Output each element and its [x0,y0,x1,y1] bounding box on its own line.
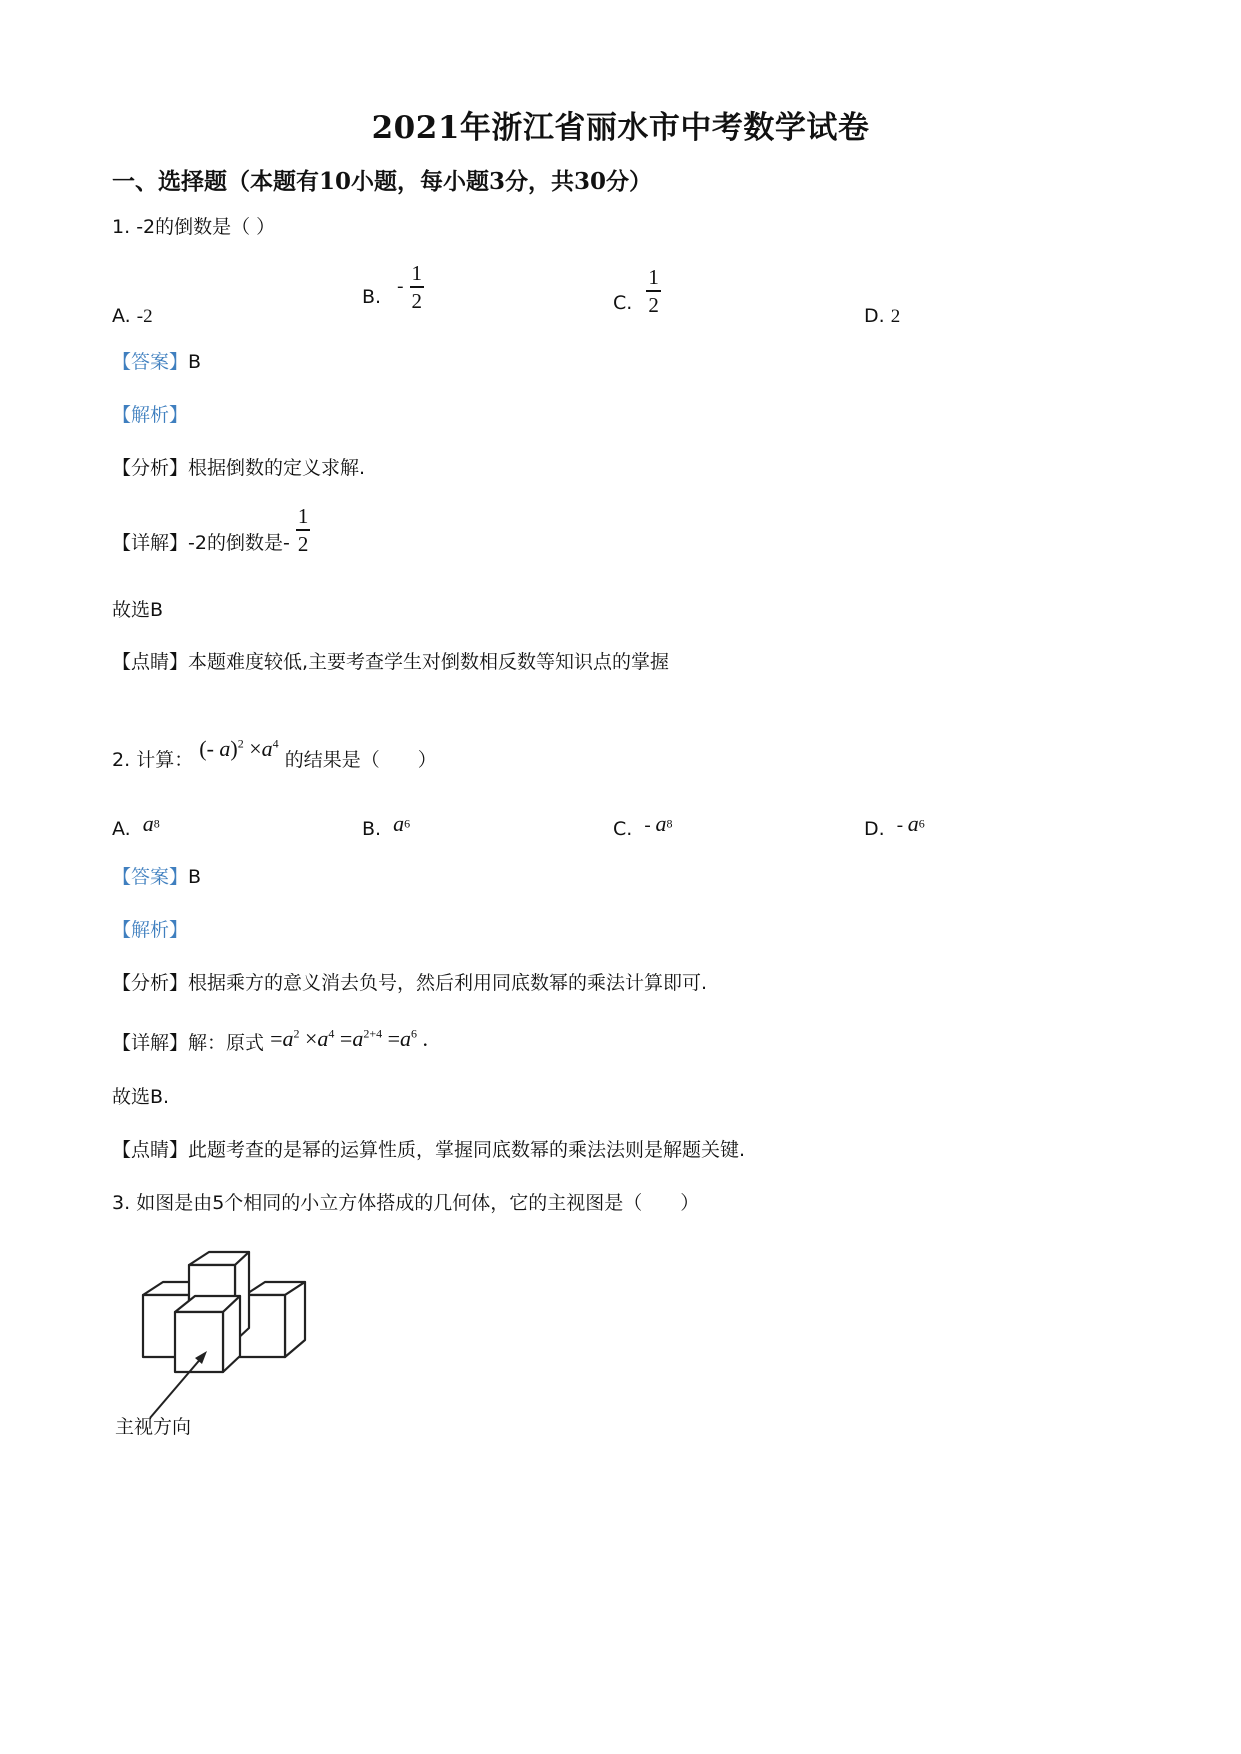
question-number: 3. [112,1192,131,1214]
answer-value: B [188,351,202,373]
answer-label: 【答案】 [112,351,189,373]
option-letter: A. [112,305,131,327]
numerator: 1 [411,261,422,285]
question-number: 2. [112,749,131,771]
option-d [864,305,900,328]
option-sign: - [896,815,908,836]
option-letter: A. [112,818,131,840]
detail-label: 【详解】 [112,532,189,555]
option-sign: - [644,815,656,836]
option-value: -2 [136,306,153,327]
comment-label: 【点睛】 [112,1139,189,1161]
fraction [646,266,661,316]
detail-text: 解：原式 [188,1032,265,1054]
math-expression: (- $a)^2 \times a^4$ [199,736,279,761]
option-base: a [907,811,919,836]
option-b [362,811,411,841]
question-text: 计算： [136,749,194,771]
question-text: -2的倒数是（ ） [136,216,276,238]
fraction-bar [646,290,661,292]
detail-label: 【详解】 [112,1032,189,1054]
question-1-stem [112,212,275,239]
option-letter: C. [613,292,633,315]
option-base: a [142,811,154,836]
fraction-bar [296,529,311,531]
denominator: 2 [297,532,309,557]
numerator: 1 [648,265,659,289]
answer-line-2 [112,862,201,889]
cube-figure [115,1250,325,1454]
option-d [864,811,925,841]
question-text: 如图是由5个相同的小立方体搭成的几何体，它的主视图是（ ） [136,1192,700,1214]
fraction [296,505,311,555]
option-letter: D. [864,305,885,327]
option-a [112,305,153,328]
detail-line-1 [112,505,310,555]
option-base: a [393,811,405,836]
comment-text: 此题考查的是幂的运算性质，掌握同底数幂的乘法法则是解题关键. [188,1139,746,1161]
fenxi-label: 【分析】 [112,457,189,479]
conclusion-2: 故选B. [112,1086,170,1108]
fenxi-line-1 [112,453,365,480]
option-base: a [655,811,667,836]
question-number: 1. [112,216,131,238]
fraction-bar [410,286,425,288]
fenxi-label: 【分析】 [112,972,189,994]
answer-label: 【答案】 [112,866,189,888]
option-exponent: 8 [153,816,160,831]
detail-text: -2的倒数是- [188,532,290,555]
figure-caption: 主视方向 [115,1416,192,1438]
option-exponent: 8 [666,816,673,831]
question-3-stem [112,1188,699,1215]
fenxi-text: 根据乘方的意义消去负号，然后利用同底数幂的乘法计算即可. [188,972,708,994]
analysis-label: 【解析】 [112,404,189,426]
option-exponent: 6 [404,816,411,831]
option-letter: C. [613,818,633,840]
denominator: 2 [648,293,659,318]
comment-line-2 [112,1135,745,1162]
fraction [410,262,425,312]
section-heading: 一、选择题（本题有10小题，每小题3分，共30分） [112,168,653,195]
option-letter: D. [864,818,885,840]
document-title: 2021年浙江省丽水市中考数学试卷 [371,110,870,146]
option-c [613,811,673,841]
option-letter: B. [362,286,382,309]
analysis-label: 【解析】 [112,919,189,941]
fenxi-line-2 [112,968,707,995]
option-exponent: 6 [918,816,925,831]
question-text: 的结果是（ ） [284,749,437,771]
option-value: 2 [890,306,901,327]
answer-value: B [188,866,202,888]
comment-text: 本题难度较低,主要考查学生对倒数相反数等知识点的掌握 [188,651,670,673]
option-c [613,266,661,316]
option-b [362,262,424,312]
option-sign: - [397,276,404,298]
question-2-stem [112,736,437,772]
comment-line-1 [112,647,669,674]
denominator: 2 [411,289,422,314]
math-expression: $=a^2 \times a^4 =a^{2+4} =a^6$ . [270,1026,429,1051]
comment-label: 【点睛】 [112,651,189,673]
detail-line-2 [112,1028,428,1055]
option-letter: B. [362,818,382,840]
conclusion-1: 故选B [112,599,164,621]
numerator: 1 [297,504,309,528]
fenxi-text: 根据倒数的定义求解. [188,457,366,479]
answer-line-1 [112,347,201,374]
option-a [112,811,160,841]
